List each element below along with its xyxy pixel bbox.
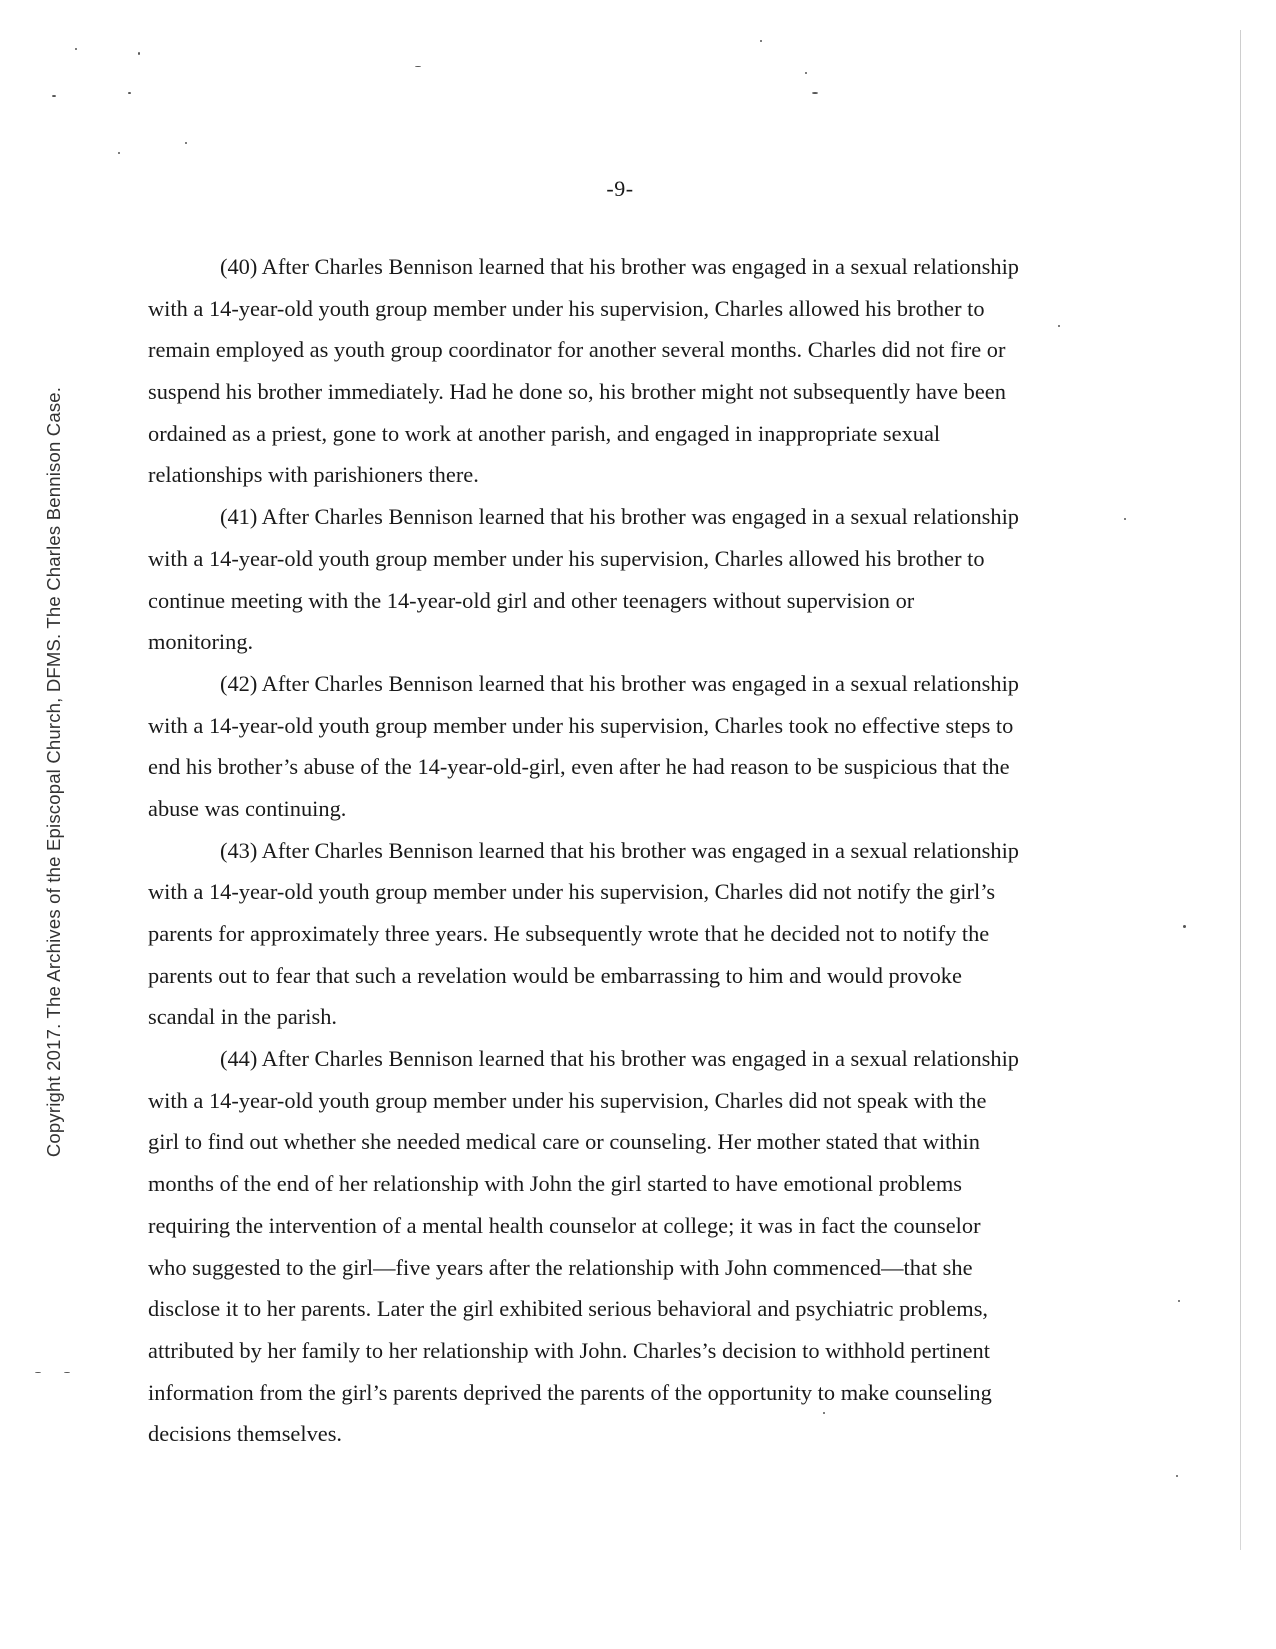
scan-speck bbox=[1178, 1300, 1180, 1302]
scan-speck bbox=[185, 142, 187, 144]
text-line: continue meeting with the 14-year-old girl and other teenagers without supervision or bbox=[148, 587, 915, 613]
scan-speck bbox=[64, 1372, 70, 1373]
document-body bbox=[148, 246, 1088, 1455]
text-line: with a 14-year-old youth group member under his supervision, Charles did not notify the girl’s bbox=[148, 879, 996, 905]
scan-speck bbox=[118, 152, 120, 154]
scan-speck bbox=[52, 95, 56, 97]
scan-margin-line bbox=[1240, 30, 1241, 1550]
paragraph-42 bbox=[148, 663, 1088, 830]
paragraph-43 bbox=[148, 830, 1088, 1038]
scan-speck bbox=[1183, 925, 1186, 928]
scan-speck bbox=[1124, 518, 1126, 520]
text-line: end his brother’s abuse of the 14-year-old-girl, even after he had reason to be suspicious that the bbox=[148, 754, 1010, 780]
page-number: -9- bbox=[606, 176, 634, 201]
text-line: with a 14-year-old youth group member under his supervision, Charles took no effective steps to bbox=[148, 712, 1014, 738]
text-line: with a 14-year-old youth group member under his supervision, Charles allowed his brother to bbox=[148, 545, 985, 571]
text-line: with a 14-year-old youth group member under his supervision, Charles did not speak with the bbox=[148, 1087, 987, 1113]
text-line: with a 14-year-old youth group member under his supervision, Charles allowed his brother to bbox=[148, 295, 985, 321]
text-line: attributed by her family to her relationship with John. Charles’s decision to withhold pertinent bbox=[148, 1337, 990, 1363]
scan-speck bbox=[35, 1372, 41, 1373]
text-line: relationships with parishioners there. bbox=[148, 462, 479, 488]
paragraph-40 bbox=[148, 246, 1088, 496]
text-line: suspend his brother immediately. Had he done so, his brother might not subsequently have been bbox=[148, 379, 1006, 405]
text-line: disclose it to her parents. Later the girl exhibited serious behavioral and psychiatric problems, bbox=[148, 1296, 989, 1322]
text-line: parents out to fear that such a revelation would be embarrassing to him and would provoke bbox=[148, 962, 962, 988]
scan-speck bbox=[805, 72, 807, 74]
scan-speck bbox=[1176, 1475, 1178, 1477]
text-line: who suggested to the girl—five years after the relationship with John commenced—that she bbox=[148, 1254, 973, 1280]
copyright-watermark: Copyright 2017. The Archives of the Episcopal Church, DFMS. The Charles Bennison Case. bbox=[43, 386, 64, 1158]
text-line: monitoring. bbox=[148, 629, 254, 655]
text-line: months of the end of her relationship with John the girl started to have emotional problems bbox=[148, 1171, 962, 1197]
text-line: ordained as a priest, gone to work at another parish, and engaged in inappropriate sexual bbox=[148, 420, 941, 446]
scan-speck bbox=[138, 52, 140, 55]
scan-speck bbox=[812, 92, 818, 94]
text-line: decisions themselves. bbox=[148, 1421, 343, 1447]
scan-speck bbox=[75, 48, 77, 50]
text-line: (44) After Charles Bennison learned that his brother was engaged in a sexual relationship bbox=[220, 1046, 1019, 1072]
text-line: abuse was continuing. bbox=[148, 795, 347, 821]
text-line: parents for approximately three years. He subsequently wrote that he decided not to notify the bbox=[148, 921, 990, 946]
text-line: (42) After Charles Bennison learned that his brother was engaged in a sexual relationship bbox=[220, 670, 1019, 696]
text-line: (41) After Charles Bennison learned that his brother was engaged in a sexual relationship bbox=[220, 504, 1019, 530]
paragraph-44 bbox=[148, 1038, 1088, 1455]
text-line: (43) After Charles Bennison learned that his brother was engaged in a sexual relationship bbox=[220, 837, 1019, 863]
text-line: information from the girl’s parents deprived the parents of the opportunity to make counseling bbox=[148, 1379, 992, 1405]
text-line: scandal in the parish. bbox=[148, 1004, 338, 1030]
text-line: girl to find out whether she needed medical care or counseling. Her mother stated that within bbox=[148, 1129, 980, 1155]
text-line: (40) After Charles Bennison learned that his brother was engaged in a sexual relationship bbox=[220, 254, 1019, 279]
scan-speck bbox=[128, 92, 131, 94]
text-line: remain employed as youth group coordinator for another several months. Charles did not fire or bbox=[148, 337, 1006, 363]
text-line: requiring the intervention of a mental health counselor at college; it was in fact the counselor bbox=[148, 1212, 981, 1238]
scan-speck bbox=[415, 66, 421, 67]
paragraph-41 bbox=[148, 496, 1088, 663]
scan-speck bbox=[760, 40, 762, 42]
